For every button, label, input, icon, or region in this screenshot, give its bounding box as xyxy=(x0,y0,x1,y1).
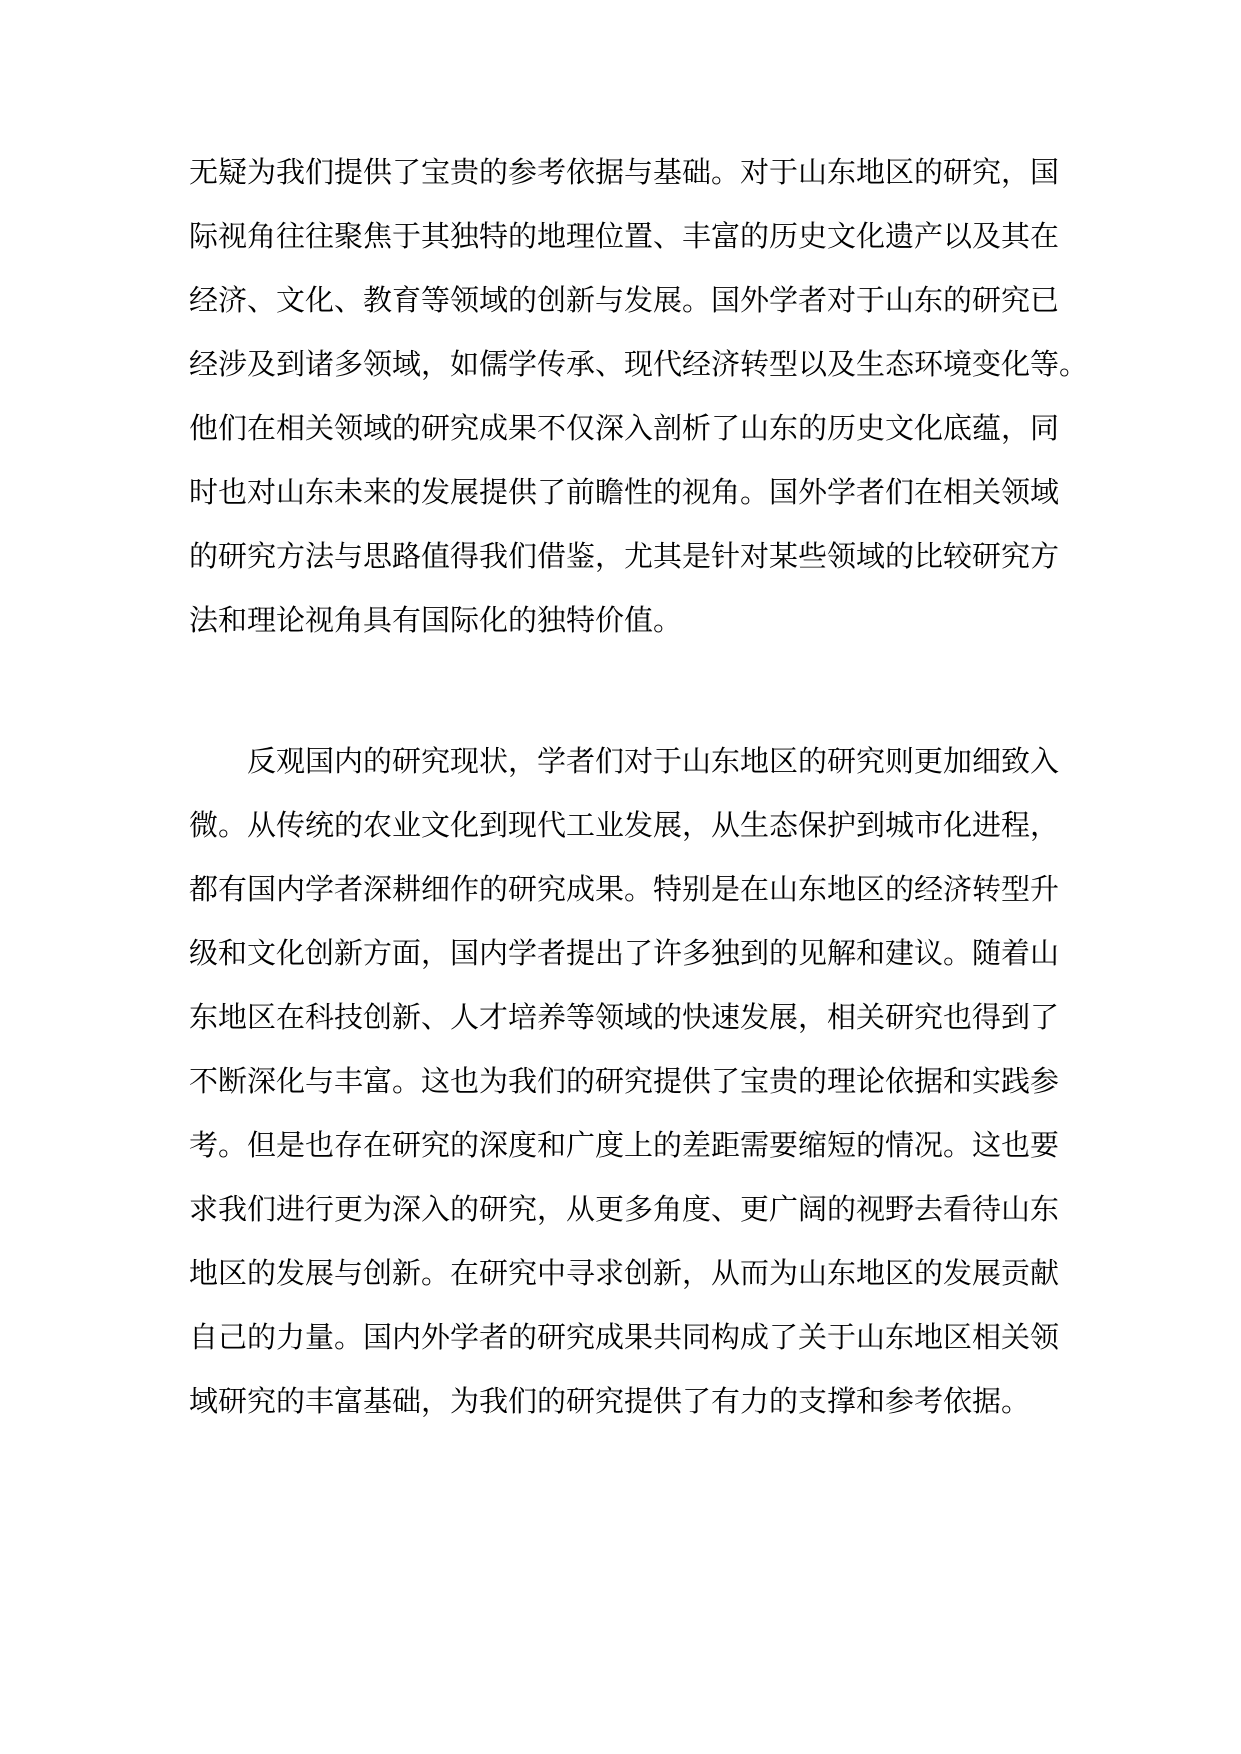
text-line: 域研究的丰富基础，为我们的研究提供了有力的支撑和参考依据。 xyxy=(189,1384,1031,1418)
text-line: 地区的发展与创新。在研究中寻求创新，从而为山东地区的发展贡献 xyxy=(189,1256,1060,1290)
text-line: 际视角往往聚焦于其独特的地理位置、丰富的历史文化遗产以及其在 xyxy=(189,219,1060,253)
text-line: 求我们进行更为深入的研究，从更多角度、更广阔的视野去看待山东 xyxy=(189,1192,1060,1226)
text-line: 东地区在科技创新、人才培养等领域的快速发展，相关研究也得到了 xyxy=(189,1000,1060,1034)
text-line: 法和理论视角具有国际化的独特价值。 xyxy=(189,603,683,637)
text-line: 反观国内的研究现状，学者们对于山东地区的研究则更加细致入 xyxy=(247,744,1060,778)
text-line: 微。从传统的农业文化到现代工业发展，从生态保护到城市化进程， xyxy=(189,808,1060,842)
text-line: 自己的力量。国内外学者的研究成果共同构成了关于山东地区相关领 xyxy=(189,1320,1060,1354)
text-line: 的研究方法与思路值得我们借鉴，尤其是针对某些领域的比较研究方 xyxy=(189,539,1060,573)
text-line: 他们在相关领域的研究成果不仅深入剖析了山东的历史文化底蕴，同 xyxy=(189,411,1060,445)
paragraph-domestic-research xyxy=(189,729,1060,1433)
text-line: 都有国内学者深耕细作的研究成果。特别是在山东地区的经济转型升 xyxy=(189,872,1060,906)
text-line: 不断深化与丰富。这也为我们的研究提供了宝贵的理论依据和实践参 xyxy=(189,1064,1060,1098)
text-line: 时也对山东未来的发展提供了前瞻性的视角。国外学者们在相关领域 xyxy=(189,475,1060,509)
text-line: 考。但是也存在研究的深度和广度上的差距需要缩短的情况。这也要 xyxy=(189,1128,1060,1162)
text-line: 经涉及到诸多领域，如儒学传承、现代经济转型以及生态环境变化等。 xyxy=(189,347,1089,381)
text-line: 经济、文化、教育等领域的创新与发展。国外学者对于山东的研究已 xyxy=(189,283,1060,317)
text-line: 无疑为我们提供了宝贵的参考依据与基础。对于山东地区的研究，国 xyxy=(189,155,1060,189)
paragraph-international-research xyxy=(189,140,1089,652)
text-line: 级和文化创新方面，国内学者提出了许多独到的见解和建议。随着山 xyxy=(189,936,1060,970)
